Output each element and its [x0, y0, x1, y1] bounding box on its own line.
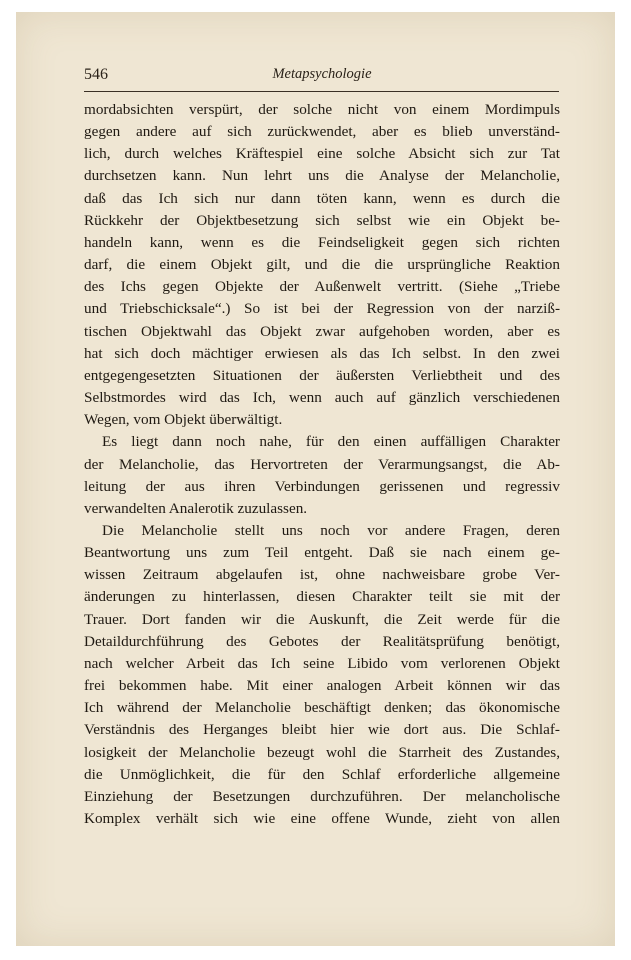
text-line: und Triebschicksale“.) So ist bei der Regression von der narziß-: [84, 300, 560, 318]
text-line: hat sich doch mächtiger erwiesen als das Ich selbst. In den zwei: [84, 344, 560, 362]
text-line: Verständnis des Herganges bleibt hier wie dort aus. Die Schlaf-: [84, 721, 560, 739]
text-line: Ich während der Melancholie beschäftigt denken; das ökonomische: [84, 699, 560, 717]
text-line: der Melancholie, das Hervortreten der Verarmungsangst, die Ab-: [84, 455, 560, 473]
text-line: Die Melancholie stellt uns noch vor andere Fragen, deren: [102, 521, 560, 539]
text-line: verwandelten Analerotik zuzulassen.: [84, 499, 308, 517]
text-line: entgegengesetzten Situationen der äußersten Verliebtheit und des: [84, 366, 560, 384]
text-line: Es liegt dann noch nahe, für den einen auffälligen Charakter: [102, 433, 560, 451]
text-line: darf, die einem Objekt gilt, und die die ursprüngliche Reaktion: [84, 256, 560, 274]
text-line: Rückkehr der Objektbesetzung sich selbst wie ein Objekt be-: [84, 211, 560, 229]
text-line: tischen Objektwahl das Objekt zwar aufgehoben worden, aber es: [84, 322, 560, 340]
text-line: mordabsichten verspürt, der solche nicht von einem Mordimpuls: [84, 101, 560, 118]
text-line: des Ichs gegen Objekte der Außenwelt vertritt. (Siehe „Triebe: [84, 278, 560, 296]
text-line: die Unmöglichkeit, die für den Schlaf erforderliche allgemeine: [84, 765, 560, 783]
text-line: handeln kann, wenn es die Feindseligkeit gegen sich richten: [84, 233, 560, 251]
text-line: Beantwortung uns zum Teil entgeht. Daß sie nach einem ge-: [84, 544, 560, 562]
text-line: nach welcher Arbeit das Ich seine Libido vom verlorenen Objekt: [84, 654, 560, 672]
text-line: Selbstmordes wird das Ich, wenn auch auf gänzlich verschiedenen: [84, 389, 560, 407]
body-text: [84, 99, 560, 830]
running-title: Metapsychologie: [272, 66, 372, 82]
text-line: Wegen, vom Objekt überwältigt.: [84, 411, 283, 429]
text-line: änderungen zu hinterlassen, diesen Charakter teilt sie mit der: [84, 588, 560, 606]
text-line: lich, durch welches Kräftespiel eine solche Absicht sich zur Tat: [84, 145, 560, 163]
text-line: daß das Ich sich nur dann töten kann, wenn es durch die: [84, 189, 560, 207]
text-line: Trauer. Dort fanden wir die Auskunft, die Zeit werde für die: [84, 610, 560, 628]
text-line: Einziehung der Besetzungen durchzuführen. Der melancholische: [84, 787, 560, 805]
text-line: losigkeit der Melancholie bezeugt wohl die Starrheit des Zustandes,: [84, 743, 560, 761]
text-line: frei bekommen habe. Mit einer analogen Arbeit können wir das: [84, 677, 560, 695]
page-number: 546: [84, 66, 108, 83]
text-line: Detaildurchführung des Gebotes der Realitätsprüfung benötigt,: [84, 632, 560, 650]
header-rule: [84, 91, 559, 92]
page-header: [84, 64, 560, 90]
text-line: durchsetzen kann. Nun lehrt uns die Analyse der Melancholie,: [84, 167, 560, 185]
text-line: leitung der aus ihren Verbindungen gerissenen und regressiv: [84, 477, 560, 495]
text-line: wissen Zeitraum abgelaufen ist, ohne nachweisbare grobe Ver-: [84, 566, 560, 584]
text-line: gegen andere auf sich zurückwendet, aber es blieb unverständ-: [84, 123, 560, 141]
text-line: Komplex verhält sich wie eine offene Wunde, zieht von allen: [84, 810, 560, 827]
